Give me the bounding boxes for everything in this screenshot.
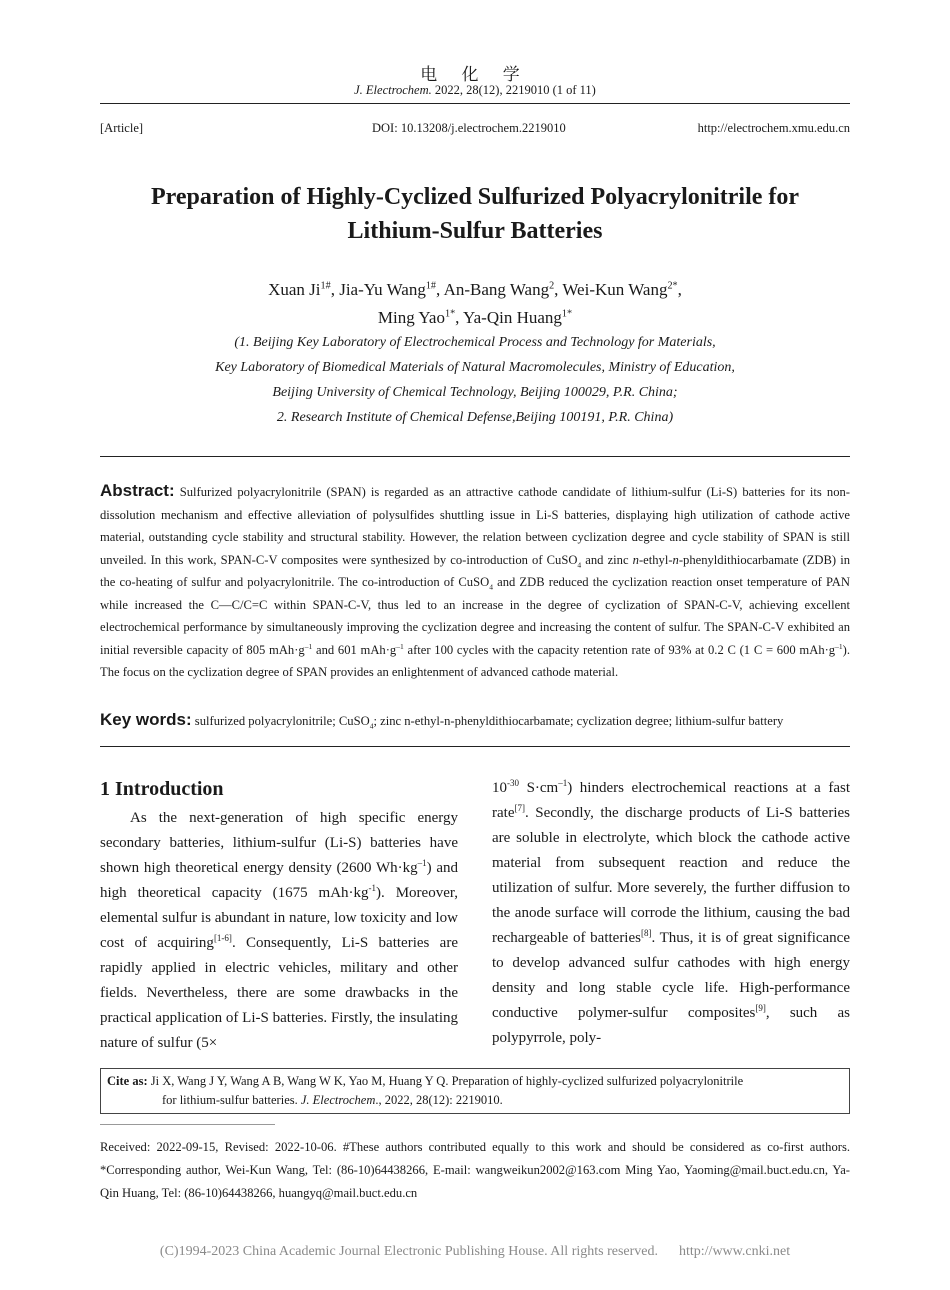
abstract-text: Sulfurized polyacrylonitrile (SPAN) is regarded as an attractive cathode candidate of lithium-sulfur (Li-S) batteries for its non-dissolution mechanism and effective alleviation of polysulfides shuttling issue in Li-S batteries, displaying high utilization of cathode active material, outstanding cycle stability and structural stability. However, the relation between cyclization degree and cycle stability of SPAN is still unveiled. In this work, SPAN-C-V composites were synthesized by co-introduction of CuSO bbox=[100, 485, 851, 567]
reference-link[interactable]: [7] bbox=[514, 803, 525, 813]
cite-as-box bbox=[100, 1068, 850, 1114]
author-mark: 1* bbox=[561, 308, 573, 320]
received-correspondence-note: Received: 2022-09-15, Revised: 2022-10-06. #These authors contributed equally to this work and should be considered as co-first authors. *Corresponding author, Wei-Kun Wang, Tel: (86-10)64438266, E-mail: wangweikun2002@163.com Ming Yao, Yaoming@mail.buct.edu.cn, Ya-Qin Huang, Tel: (86-10)64438266, huangyq@mail.buct.edu.cn bbox=[100, 1140, 850, 1200]
journal-issue: 2022, 28(12), 2219010 (1 of 11) bbox=[434, 83, 596, 97]
author-name: Wei-Kun Wang bbox=[562, 280, 668, 299]
keywords-text: sulfurized polyacrylonitrile; CuSO bbox=[194, 714, 370, 728]
affiliation-line: 2. Research Institute of Chemical Defense,Beijing 100191, P.R. China) bbox=[276, 410, 674, 425]
paper-title bbox=[100, 180, 850, 248]
superscript: -1 bbox=[368, 883, 377, 893]
abstract-text: after 100 cycles with the capacity retention rate of 93% at 0.2 C (1 C = 600 mAh·g bbox=[403, 642, 836, 657]
superscript: –1 bbox=[417, 858, 427, 868]
author-name: Ya-Qin Huang bbox=[463, 308, 562, 327]
abstract-text: and ZDB reduced the cyclization reaction onset temperature of PAN while increased the C—C/C=C within SPAN-C-V, thus led to an increase in the degree of cyclization of SPAN-C-V, achieving excellent electrochemical performance by simultaneously improving the cyclization degree and increasing the content of sulfur. The SPAN-C-V exhibited an initial reversible capacity of 805 mAh·g bbox=[100, 575, 850, 657]
keywords-label: Key words: bbox=[100, 710, 192, 729]
body-text: ). Moreover, elemental sulfur is abundant in nature, low toxicity and low cost of acquiring bbox=[100, 885, 458, 951]
body-text: S·cm bbox=[519, 780, 559, 796]
journal-url-link[interactable]: http://electrochem.xmu.edu.cn bbox=[697, 121, 850, 135]
paper-title-line: Preparation of Highly-Cyclized Sulfurized Polyacrylonitrile for bbox=[150, 184, 800, 210]
author-mark: 2 bbox=[549, 280, 555, 292]
abstract-top-rule bbox=[100, 456, 850, 457]
body-text: , such as polypyrrole, poly- bbox=[492, 1005, 850, 1046]
superscript: –1 bbox=[558, 778, 568, 788]
intro-left-column bbox=[100, 806, 458, 1056]
reference-link[interactable]: [8] bbox=[640, 928, 652, 938]
author-name: Xuan Ji bbox=[268, 280, 321, 299]
reference-link[interactable]: [1-6] bbox=[213, 933, 232, 943]
subscript: 4 bbox=[489, 582, 493, 592]
author-name: Ming Yao bbox=[377, 308, 445, 327]
journal-chinese-title: 电 化 学 bbox=[420, 65, 530, 84]
abstract-text: -ethyl- bbox=[638, 552, 673, 567]
abstract-text: n bbox=[632, 552, 639, 567]
cite-text: ., 2022, 28(12): 2219010. bbox=[375, 1093, 503, 1107]
affiliation-line: Beijing University of Chemical Technology, Beijing 100029, P.R. China; bbox=[272, 385, 678, 400]
abstract-text: ). The focus on the cyclization degree of SPAN provides an enlightenment of advanced cathode material. bbox=[100, 642, 850, 679]
subscript: 4 bbox=[577, 560, 582, 570]
abstract-text: -phenyldithiocarbamate (ZDB) in the co-heating of sulfur and polyacrylonitrile. The co-introduction of CuSO bbox=[100, 552, 850, 589]
abstract-text: n bbox=[672, 552, 679, 567]
superscript: –1 bbox=[304, 641, 313, 651]
abstract-text: and 601 mAh·g bbox=[312, 642, 397, 657]
copyright-text: (C)1994-2023 China Academic Journal Electronic Publishing House. All rights reserved. bbox=[159, 1244, 658, 1259]
superscript: -30 bbox=[507, 778, 519, 788]
subscript: 4 bbox=[369, 721, 374, 731]
section-heading-introduction: 1 Introduction bbox=[100, 778, 224, 800]
cite-as-label: Cite as: bbox=[107, 1074, 148, 1088]
paper-title-line: Lithium-Sulfur Batteries bbox=[347, 218, 603, 244]
keywords-text: ; zinc n-ethyl-n-phenyldithiocarbamate; cyclization degree; lithium-sulfur battery bbox=[373, 714, 784, 728]
author-name: Jia-Yu Wang bbox=[339, 280, 426, 299]
body-text: ) and high theoretical capacity (1675 mAh·kg bbox=[100, 860, 459, 901]
author-mark: 1# bbox=[425, 280, 437, 292]
abstract-label: Abstract: bbox=[100, 481, 175, 500]
copyright-footer bbox=[0, 1244, 950, 1260]
body-text: . Thus, it is of great significance to develop advanced sulfur cathodes with high energy density and long stable cycle life. High-performance conductive polymer-sulfur composites bbox=[492, 930, 850, 1021]
body-text: As the next-generation of high specific energy secondary batteries, lithium-sulfur (Li-S) batteries have shown high theoretical energy density (2600 Wh·kg bbox=[100, 810, 458, 876]
author-mark: 2* bbox=[667, 280, 678, 292]
body-text: ) hinders electrochemical reactions at a fast rate bbox=[492, 780, 850, 821]
reference-link[interactable]: [9] bbox=[755, 1003, 766, 1013]
body-text: . Consequently, Li-S batteries are rapidly applied in electric vehicles, military and other fields. Nevertheless, there are some drawbacks in the practical application of Li-S batteries. Firstly, the insulating nature of sulfur (5× bbox=[100, 935, 458, 1051]
affiliation-line: Key Laboratory of Biomedical Materials of Natural Macromolecules, Ministry of Education, bbox=[215, 360, 735, 375]
author-name: An-Bang Wang bbox=[443, 280, 550, 299]
affiliations bbox=[100, 330, 850, 430]
journal-abbreviation: J. Electrochem. bbox=[354, 83, 432, 97]
journal-citation-line bbox=[0, 83, 950, 98]
article-type: [Article] bbox=[100, 121, 144, 135]
abstract-text: and zinc bbox=[581, 552, 633, 567]
cite-text: Ji X, Wang J Y, Wang A B, Wang W K, Yao M, Huang Y Q. Preparation of highly-cyclized sulfurized polyacrylonitrile bbox=[150, 1074, 744, 1088]
author-mark: 1# bbox=[320, 280, 331, 292]
doi-link[interactable]: DOI: 10.13208/j.electrochem.2219010 bbox=[372, 121, 566, 135]
keywords-bottom-rule bbox=[100, 746, 850, 747]
intro-right-column bbox=[492, 776, 850, 1051]
superscript: –1 bbox=[396, 641, 404, 651]
body-text: 10 bbox=[492, 780, 507, 796]
body-text: . Secondly, the discharge products of Li-S batteries are soluble in electrolyte, which block the cathode active material from subsequent reaction and reduce the utilization of sulfur. More severely, the further diffusion to the anode surface will corrode the lithium, causing the bad rechargeable of batteries bbox=[492, 805, 850, 946]
footnote-rule bbox=[100, 1124, 275, 1125]
abstract bbox=[100, 480, 850, 684]
cite-text-continued bbox=[107, 1091, 843, 1110]
header-rule bbox=[100, 103, 850, 104]
author-list: Xuan $Ji^{1\#}$, Jia-Yu Wang$^{1\#}$, An-Bang Wang$^2$, Wei-Kun Wang$^{2*}$, Ming Yao$^{1*}$, Ya-Qin Huang$^{1*}$ bbox=[268, 280, 682, 327]
author-mark: 1* bbox=[444, 308, 456, 320]
affiliation-line: (1. Beijing Key Laboratory of Electrochemical Process and Technology for Materials, bbox=[234, 335, 716, 350]
superscript: –1 bbox=[835, 641, 843, 651]
cnki-link[interactable]: http://www.cnki.net bbox=[679, 1244, 791, 1259]
keywords bbox=[100, 709, 850, 732]
cite-text: for lithium-sulfur batteries. bbox=[162, 1093, 301, 1107]
cite-journal: J. Electrochem bbox=[300, 1093, 376, 1107]
